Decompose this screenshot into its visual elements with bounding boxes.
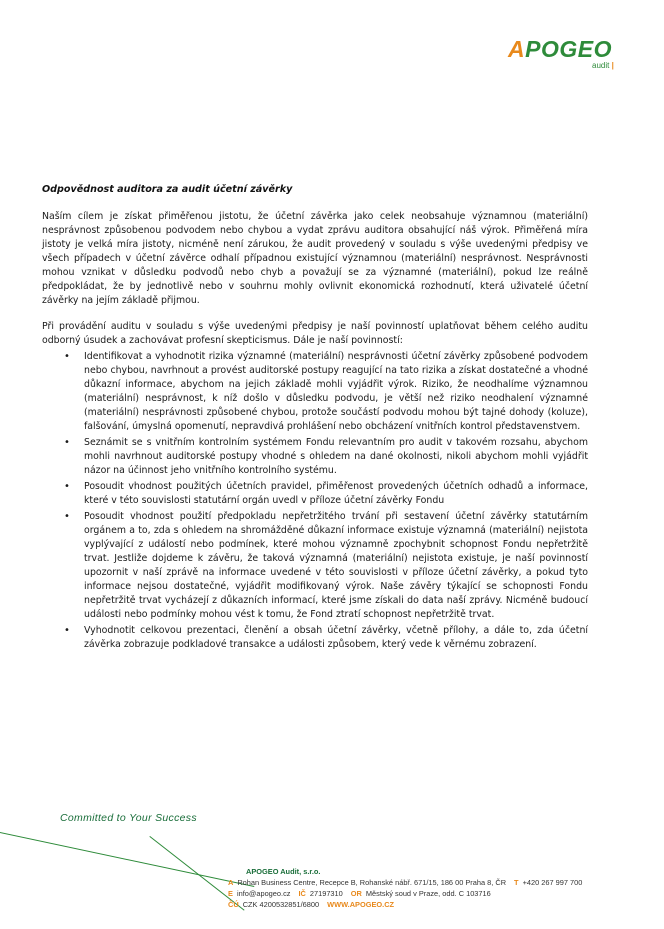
list-item: • Vyhodnotit celkovou prezentaci, členění a obsah účetní závěrky, včetně přílohy, a dále to, zda účetní závěrka zobrazuje podkladové transakce a události způsobem, který vede k věrnému zobrazení. [64, 625, 588, 650]
logo-subtitle: audit | [592, 61, 614, 70]
duties-list [42, 350, 588, 652]
list-item: • Posoudit vhodnost použití předpokladu nepřetržitého trvání při sestavení účetní závěrky statutárním orgánem a to, zda s ohledem na shromážděné důkazní informace existuje významná (materiální) nejistota vyplývající z událostí nebo podmínek, které mohou významně zpochybnit schopnost Fondu nepřetržitě trvat. Jestliže dojdeme k závěru, že taková významná (materiální) nejistota existuje, je naší povinností upozornit v naší zprávě na informace uvedené v této souvislosti v příloze účetní závěrky, a pokud tyto informace nejsou dostatečné, vyjádřit modifikovaný výrok. Naše závěry týkající se schopnosti Fondu nepřetržitě trvat vycházejí z důkazních informací, které jsme získali do data naší zprávy. Nicméně budoucí události nebo podmínky mohou vést k tomu, že Fond ztratí schopnost nepřetržitě trvat. [64, 511, 588, 620]
ids-row: E info@apogeo.cz IČ 27197310 OR Městský soud v Praze, odd. C 103716 [228, 889, 491, 898]
bullet-icon: • [64, 351, 70, 362]
section-heading: Odpovědnost auditora za audit účetní závěrky [42, 184, 293, 195]
document-body [42, 210, 588, 652]
registry-text: Městský soud v Praze, odd. C 103716 [365, 889, 491, 898]
account-text: CZK 4200532851/6800 [242, 900, 320, 909]
list-item: • Posoudit vhodnost použitých účetních pravidel, přiměřenost provedených účetních odhadů a informace, které v této souvislosti statutární orgán uvedl v příloze účetní závěrky Fondu [64, 481, 588, 506]
account-row: ČÚ CZK 4200532851/6800 WWW.APOGEO.CZ [228, 900, 395, 909]
bullet-icon: • [64, 481, 70, 492]
bullet-icon: • [64, 437, 70, 448]
bullet-icon: • [64, 625, 70, 636]
list-item: • Identifikovat a vyhodnotit rizika významné (materiální) nesprávnosti účetní závěrky způsobené podvodem nebo chybou, navrhnout a provést auditorské postupy reagující na tato rizika a získat dostatečné a vhodné důkazní informace, abychom na jejich základě mohli vyjádřit výrok. Riziko, že neodhalíme významnou (materiální) nesprávnost, k níž došlo v důsledku podvodu, je větší než riziko neodhalení významné (materiální) nesprávnosti způsobené chybou, protože součástí podvodu mohou být tajné dohody (koluze), falšování, úmyslná opomenutí, nepravdivá prohlášení nebo obcházení vnitřních kontrol představenstvem. [64, 351, 588, 432]
footer-decorative-line [0, 832, 254, 887]
phone-text: +420 267 997 700 [522, 878, 583, 887]
paragraph-duties-intro: Při provádění auditu v souladu s výše uvedenými předpisy je naší povinností uplatňovat během celého auditu odborný úsudek a zachovávat profesní skepticismus. Dále je naší povinností: [42, 321, 588, 346]
list-item: • Seznámit se s vnitřním kontrolním systémem Fondu relevantním pro audit v takovém rozsahu, abychom mohli navrhnout auditorské postupy vhodné s ohledem na dané okolnosti, nikoli abychom mohli vyjádřit názor na účinnost jeho vnitřního kontrolního systému. [64, 437, 588, 476]
company-name: APOGEO Audit, s.r.o. [246, 867, 321, 876]
address-row: A Rohan Business Centre, Recepce B, Rohanské nábř. 671/15, 186 00 Praha 8, ČR T +420 267 997 700 [228, 878, 583, 887]
ico-text: 27197310 [309, 889, 343, 898]
logo-wordmark: APOGEO [508, 36, 612, 62]
apogeo-logo [508, 36, 628, 76]
website-link[interactable]: WWW.APOGEO.CZ [327, 900, 395, 909]
address-text: Rohan Business Centre, Recepce B, Rohanské nábř. 671/15, 186 00 Praha 8, ČR [237, 878, 507, 887]
bullet-icon: • [64, 511, 70, 522]
footer-contact-block [228, 866, 582, 910]
email-link[interactable]: info@apogeo.cz [236, 889, 291, 898]
footer-tagline: Committed to Your Success [60, 812, 197, 824]
paragraph-objective: Naším cílem je získat přiměřenou jistotu, že účetní závěrka jako celek neobsahuje významnou (materiální) nesprávnost způsobenou podvodem nebo chybou a vydat zprávu auditora obsahující náš výrok. Přiměřená míra jistoty je velká míra jistoty, nicméně není zárukou, že audit provedený v souladu s výše uvedenými předpisy ve všech případech v účetní závěrce odhalí případnou existující významnou (materiální) nesprávnost. Nesprávnosti mohou vznikat v důsledku podvodů nebo chyb a považují se za významné (materiální), pokud lze reálně předpokládat, že by jednotlivě nebo v souhrnu mohly ovlivnit ekonomická rozhodnutí, která uživatelé účetní závěrky na jejím základě přijmou. [42, 211, 588, 306]
